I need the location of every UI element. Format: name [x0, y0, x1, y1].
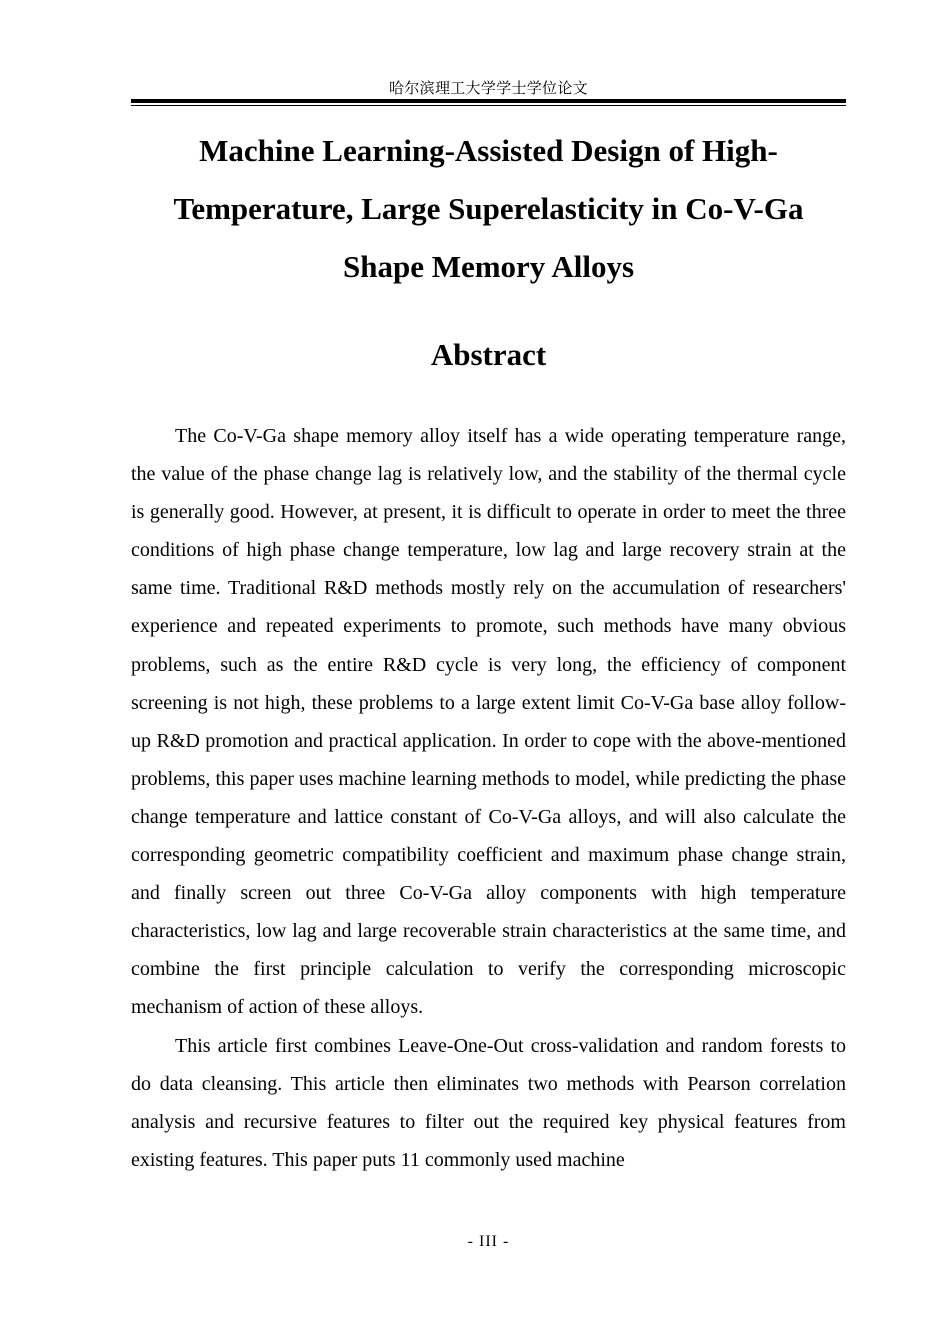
document-title: Machine Learning-Assisted Design of High-Temperature, Large Superelasticity in Co-V-Ga Shape Memory Alloys	[173, 133, 804, 284]
header-rule-thin	[131, 105, 846, 106]
paragraph-1: The Co-V-Ga shape memory alloy itself has a wide operating temperature range, the value of the phase change lag is relatively low, and the stability of the thermal cycle is generally good. However, at present, it is difficult to operate in order to meet the three conditions of high phase change temperature, low lag and large recovery strain at the same time. Traditional R&D methods mostly rely on the accumulation of researchers' experience and repeated experiments to promote, such methods have many obvious problems, such as the entire R&D cycle is very long, the efficiency of component screening is not high, these problems to a large extent limit Co-V-Ga base alloy follow-up R&D promotion and practical application. In order to cope with the above-mentioned problems, this paper uses machine learning methods to model, while predicting the phase change temperature and lattice constant of Co-V-Ga alloys, and will also calculate the corresponding geometric compatibility coefficient and maximum phase change strain, and finally screen out three Co-V-Ga alloy components with high temperature characteristics, low lag and large recoverable strain characteristics at the same time, and combine the first principle calculation to verify the corresponding microscopic mechanism of action of these alloys.	[131, 425, 846, 1019]
page-number: - III -	[467, 1233, 510, 1250]
paragraph-2: This article first combines Leave-One-Out cross-validation and random forests to do data cleansing. This article then eliminates two methods with Pearson correlation analysis and recursive features to filter out the required key physical features from existing features. This paper puts 11 commonly used machine	[131, 1034, 846, 1171]
section-heading: Abstract	[430, 337, 547, 372]
header-rule-thick	[131, 99, 846, 103]
abstract-body	[131, 417, 846, 1179]
running-header: 哈尔滨理工大学学士学位论文	[389, 79, 588, 97]
